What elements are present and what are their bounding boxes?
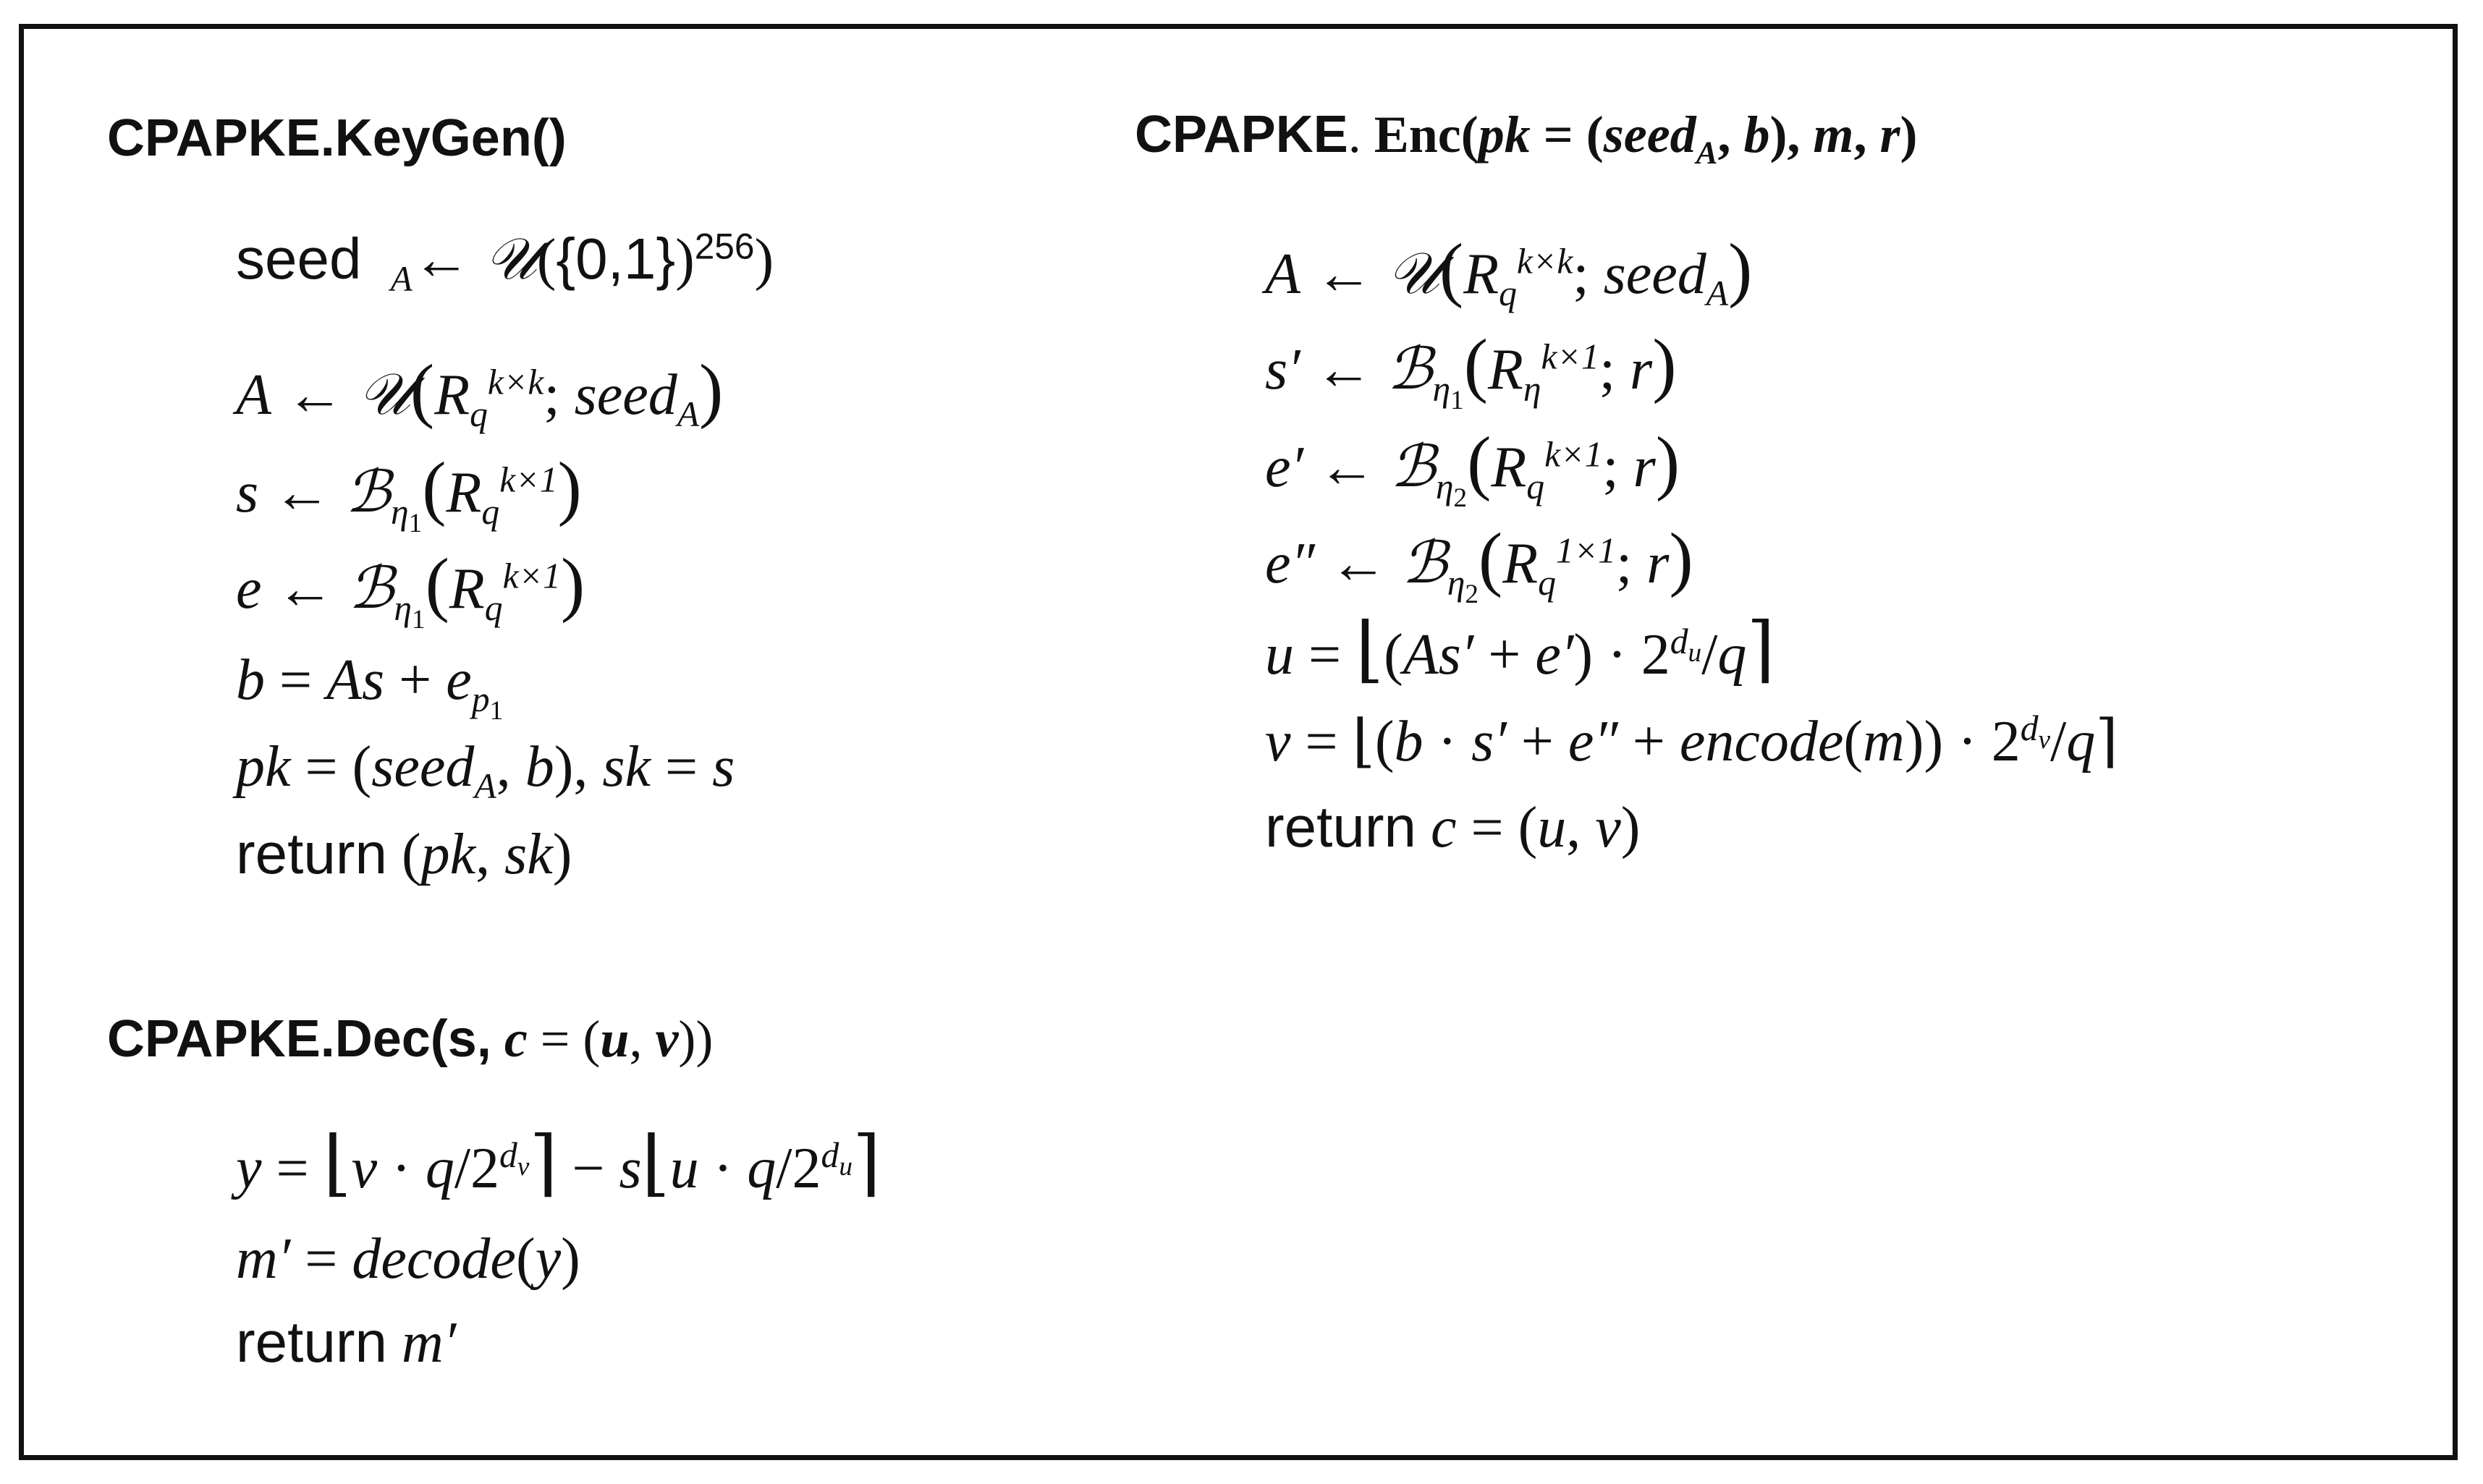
dec-return-line: return m′: [236, 1310, 457, 1375]
enc-v-line: v = ⌊(b · s′ + e″ + encode(m)) · $2^{d_v}/q⌉$: [1265, 708, 2118, 773]
keygen-seed-line: seed $_A$← $𝒰(\{0,1\})^{256}$): [236, 225, 774, 299]
keygen-secret-line: s ← $ℬ_{\eta_1}(R_q^{k\times 1})$: [236, 447, 582, 538]
enc-error1-line: e′ ← $ℬ_{\eta_2}(R_q^{k\times 1}$; r): [1265, 422, 1680, 513]
dec-decode-line: m′ = decode(y): [236, 1227, 580, 1291]
dim-kx1: k×1: [502, 556, 561, 596]
keygen-title: CPAPKE.KeyGen(): [107, 109, 567, 167]
enc-secret-line: s′ ← $ℬ_{\eta_1}(R_\eta^{k\times 1}$; r): [1265, 324, 1677, 415]
return-word: return: [1265, 794, 1416, 859]
dim-kxk: k×k: [1516, 241, 1573, 281]
dec-y-line: y = ⌊v · $q/2^{d_v}⌉$ − s⌊u · $q/2^{d_u}⌉$: [236, 1123, 881, 1203]
two-const: 2: [1641, 623, 1670, 687]
encode-fn: encode: [1679, 710, 1844, 773]
keygen-error-line: e ← $ℬ_{\eta_1}(R_q^{k\times 1})$: [236, 543, 585, 635]
enc-u-line: u = ⌊(As′ + $e') \cdot 2^{d_u}/q⌉$: [1265, 609, 1775, 690]
seed-word: seed: [236, 226, 362, 291]
dim-1x1: 1×1: [1555, 530, 1616, 571]
seed-bits: 256: [694, 226, 755, 267]
dim-kxk: k×k: [487, 362, 544, 402]
enc-title: CPAPKE. Enc(pk = (seed$_A$, b), m, r): [1135, 106, 1918, 171]
dim-kx1: k×1: [1541, 336, 1599, 377]
dim-kx1: k×1: [499, 459, 558, 500]
return-word: return: [236, 821, 387, 886]
keygen-matrix-line: A ← $𝒰(R_q^{k\times k}$; seed$_A$): [236, 349, 724, 434]
decode-fn: decode: [352, 1227, 516, 1291]
enc-return-line: return c = (u, v): [1265, 794, 1641, 860]
keygen-return-line: return (pk, sk): [236, 821, 572, 886]
return-word: return: [236, 1310, 387, 1374]
dec-title: CPAPKE.Dec(s, c = (u, v)): [107, 1010, 714, 1068]
enc-matrix-line: A ← $𝒰(R_q^{k\times k}$; seed$_A$): [1265, 229, 1753, 313]
enc-error2-line: e″ ← $ℬ_{\eta_2}(R_q^{1\times 1}$; r): [1265, 518, 1693, 609]
two-const: 2: [1991, 710, 2021, 773]
dec-title-prefix: CPAPKE.Dec(s,: [107, 1010, 491, 1068]
keygen-keys-line: pk = (seed$_A$, b), sk = s: [236, 735, 735, 806]
dim-kx1: k×1: [1544, 434, 1603, 475]
two-const: 2: [470, 1137, 500, 1200]
zero-one-set: {0,1}: [556, 226, 676, 291]
two-const: 2: [792, 1137, 821, 1200]
keygen-public-b-line: $b = As + e_{p_1}$: [236, 648, 504, 726]
enc-title-prefix: CPAPKE: [1135, 106, 1348, 164]
